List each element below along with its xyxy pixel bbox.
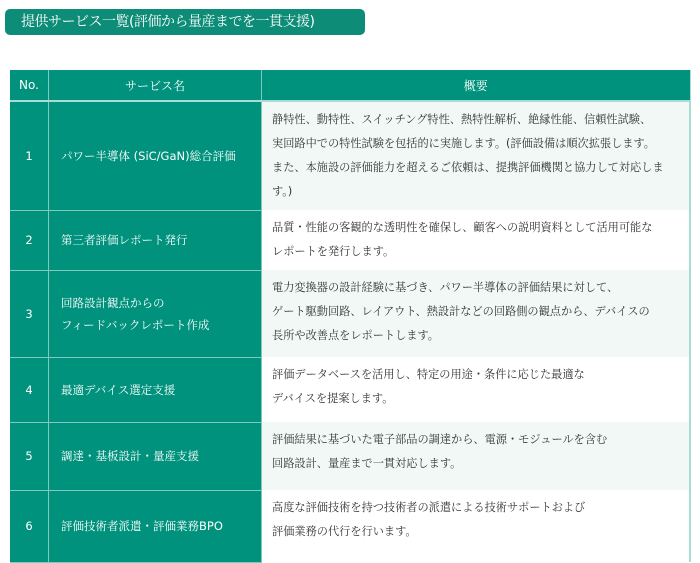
table-row [10,490,690,562]
service-name: 最適デバイス選定支援 [49,357,262,422]
table-row [10,210,690,270]
row-number: 4 [10,357,49,422]
table-row [10,422,690,490]
service-name: 評価技術者派遣・評価業務BPO [49,490,262,562]
service-name: パワー半導体 (SiC/GaN)総合評価 [49,101,262,210]
overview-line: 電力変換器の設計経験に基づき、パワー半導体の評価結果に対して、 [272,281,619,294]
service-overview [262,210,691,270]
service-overview [262,357,691,422]
table-row [10,357,690,422]
service-name: 調達・基板設計・量産支援 [49,422,262,490]
table-row [10,101,690,210]
row-number: 6 [10,490,49,562]
service-name: 第三者評価レポート発行 [49,210,262,270]
service-overview [262,270,691,357]
overview-line: 実回路中での特性試験を包括的に実施します。(評価設備は順次拡張します。 [272,137,655,150]
service-name [49,270,262,357]
overview-line: デバイスを提案します。 [272,392,394,405]
table-row [10,270,690,357]
service-name-line: フィードバックレポート作成 [61,317,210,332]
overview-line: また、本施設の評価能力を超えるご依頼は、提携評価機関と協力して対応します。) [272,161,664,198]
overview-line: 品質・性能の客観的な透明性を確保し、顧客への説明資料として活用可能な [272,221,653,234]
overview-line: レポートを発行します。 [272,245,395,258]
overview-line: ゲート駆動回路、レイアウト、熱設計などの回路側の観点から、デバイスの [272,305,650,318]
services-table [10,70,691,563]
header-overview: 概要 [262,70,691,101]
row-number: 2 [10,210,49,270]
overview-line: 高度な評価技術を持つ技術者の派遣による技術サポートおよび [272,501,586,514]
overview-line: 評価データベースを活用し、特定の用途・条件に応じた最適な [272,368,585,381]
service-overview [262,490,691,562]
overview-line: 評価結果に基づいた電子部品の調達から、電源・モジュールを含む [272,433,608,446]
overview-line: 静特性、動特性、スイッチング特性、熱特性解析、絶縁性能、信頼性試験、 [272,113,652,126]
overview-line: 回路設計、量産まで一貫対応します。 [272,457,462,470]
service-overview [262,101,691,210]
header-no: No. [10,70,49,101]
table-header [10,70,690,101]
section-title: 提供サービス一覧(評価から量産までを一貫支援) [5,9,365,35]
header-service-name: サービス名 [49,70,262,101]
service-name-line: 回路設計観点からの [61,295,165,310]
overview-line: 評価業務の代行を行います。 [272,525,417,538]
row-number: 5 [10,422,49,490]
row-number: 1 [10,101,49,210]
row-number: 3 [10,270,49,357]
service-overview [262,422,691,490]
overview-line: 長所や改善点をレポートします。 [272,329,439,342]
